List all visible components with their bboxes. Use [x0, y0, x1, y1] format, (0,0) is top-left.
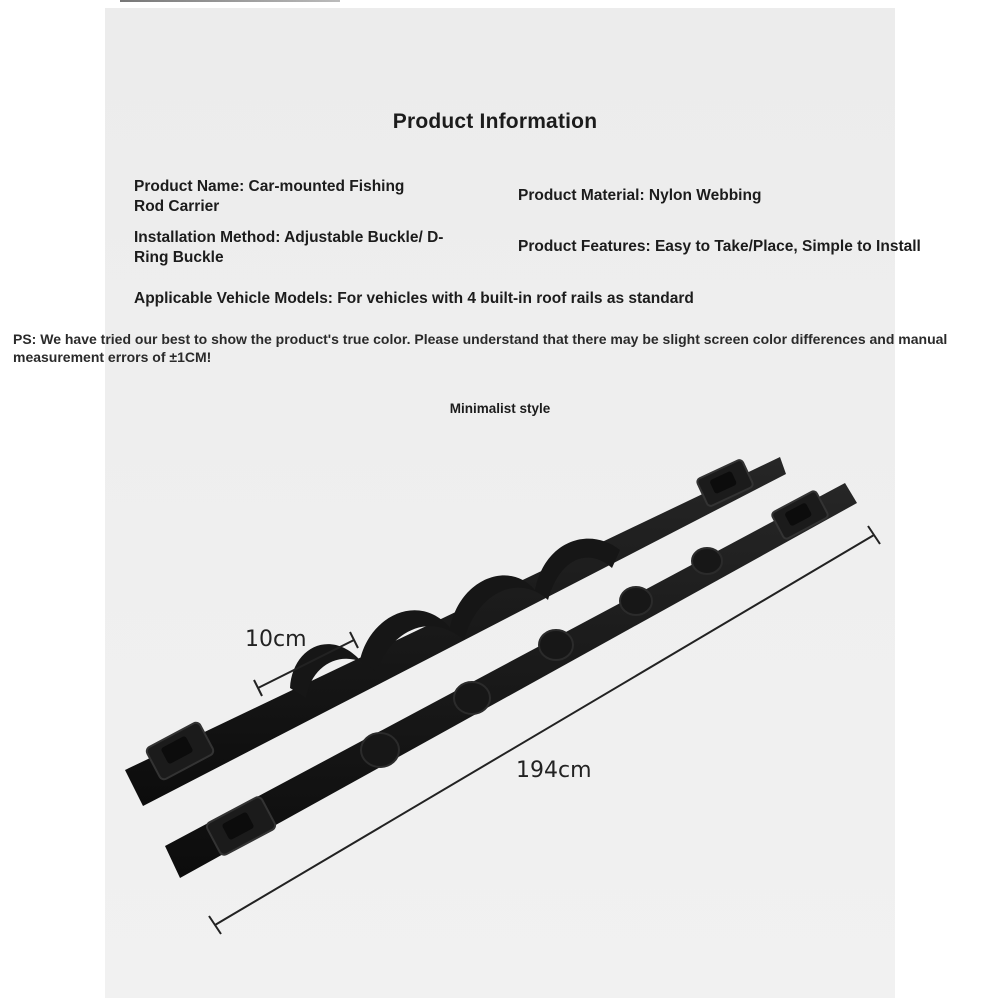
rod-ring-icon: [620, 587, 652, 615]
dimension-label-10cm: 10cm: [245, 627, 307, 652]
style-label: Minimalist style: [449, 401, 551, 416]
rod-ring-icon: [454, 682, 490, 714]
wavy-loop-strap: [125, 457, 786, 806]
ring-holder-strap: [165, 483, 857, 878]
ps-disclaimer-note: PS: We have tried our best to show the product's true color. Please understand that there may be slight screen color differences and manual measurement errors of ±1CM!: [13, 331, 948, 365]
page-title: Product Information: [392, 110, 598, 133]
rod-ring-icon: [361, 733, 399, 767]
spec-applicable-vehicles: Applicable Vehicle Models: For vehicles with 4 built-in roof rails as standard: [134, 290, 694, 307]
spec-product-features: Product Features: Easy to Take/Place, Simple to Install: [518, 238, 921, 255]
buckle-icon: [696, 459, 754, 507]
spec-installation-method: Installation Method: Adjustable Buckle/ D-Ring Buckle: [134, 229, 444, 266]
rod-ring-icon: [539, 630, 573, 660]
spec-product-material: Product Material: Nylon Webbing: [518, 187, 762, 204]
spec-product-name: Product Name: Car-mounted Fishing Rod Carrier: [134, 178, 405, 215]
dimension-label-194cm: 194cm: [516, 758, 592, 783]
rod-ring-icon: [692, 548, 722, 574]
